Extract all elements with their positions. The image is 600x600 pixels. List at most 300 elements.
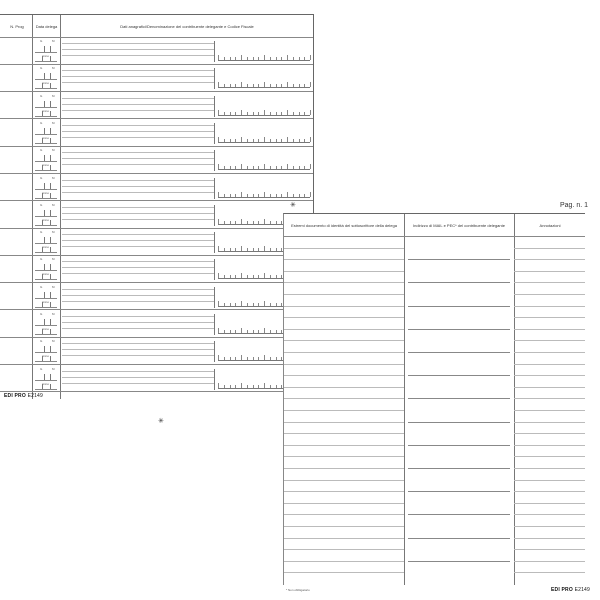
date-field-line [35,107,57,108]
date-label-g: G [40,202,43,207]
header-rule [284,236,585,237]
estremi-row-line [284,445,404,446]
cf-divider [214,123,215,144]
table-row[interactable] [0,283,313,310]
email-field-line[interactable] [408,445,510,446]
date-field-divider [42,247,43,252]
cf-tick [270,166,271,169]
cf-tick [224,112,225,115]
estremi-row-line [284,433,404,434]
cf-tick [247,275,248,278]
annotazioni-row-line [514,259,585,260]
cf-tick [253,275,254,278]
cf-tick [293,84,294,87]
cf-divider [214,150,215,171]
date-field-divider [50,83,51,88]
cf-tick [281,112,282,115]
header-dati-anagrafici: Dati anagrafici/Denominazione del contribuente delegante e Codice Fiscale [120,23,254,29]
cf-tick [247,221,248,224]
cf-tick [299,166,300,169]
date-field-line [35,243,57,244]
table-row[interactable] [0,119,313,146]
table-row[interactable] [0,228,313,255]
cf-tick [241,383,242,388]
cf-tick [235,139,236,142]
cf-tick [247,139,248,142]
cf-tick [235,275,236,278]
estremi-row-line [284,387,404,388]
name-line [62,76,214,77]
date-label-anno: Anno [42,272,50,277]
cf-tick [310,55,311,60]
date-field-line [35,61,57,62]
cf-tick [270,248,271,251]
date-label-m: M [52,202,55,207]
cf-tick [276,166,277,169]
date-label-g: G [40,148,43,153]
cf-tick [224,139,225,142]
date-label-g: G [40,284,43,289]
date-field-line [35,79,57,80]
table-row[interactable] [0,365,313,392]
cf-tick [258,248,259,251]
annotazioni-row-line [514,422,585,423]
cf-tick [241,219,242,224]
codice-fiscale-field [218,87,310,88]
cf-tick [230,112,231,115]
cf-tick [276,303,277,306]
cf-tick [287,55,288,60]
name-line [62,70,214,71]
cf-tick [276,194,277,197]
date-field-divider [50,384,51,389]
cf-tick [276,275,277,278]
estremi-row-line [284,561,404,562]
date-label-m: M [52,93,55,98]
date-label-anno: Anno [42,245,50,250]
cf-tick [287,82,288,87]
cf-tick [276,221,277,224]
name-line [62,207,214,208]
cf-divider [214,232,215,253]
table-row[interactable] [0,174,313,201]
cf-tick [258,57,259,60]
cf-tick [264,137,265,142]
form-code: E2149 [27,393,44,399]
estremi-row-line [284,422,404,423]
email-field-line[interactable] [408,282,510,283]
name-line [62,295,214,296]
cf-tick [230,84,231,87]
cf-tick [270,330,271,333]
annotazioni-row-line [514,317,585,318]
cf-divider [214,341,215,362]
date-field-divider [50,274,51,279]
date-label-g: G [40,66,43,71]
cf-tick [230,194,231,197]
page-number: Pag. n. 1 [560,202,589,209]
estremi-row-line [284,340,404,341]
estremi-row-line [284,364,404,365]
cf-tick [247,84,248,87]
date-field-divider [42,83,43,88]
date-field-divider [44,128,45,134]
cf-tick [218,192,219,197]
date-label-m: M [52,148,55,153]
cf-tick [218,383,219,388]
table-row[interactable] [0,337,313,364]
table-row[interactable] [0,310,313,337]
date-field-divider [50,356,51,361]
annotazioni-row-line [514,526,585,527]
cf-tick [264,273,265,278]
cf-tick [230,275,231,278]
cf-tick [258,303,259,306]
cf-tick [310,192,311,197]
name-line [62,371,214,372]
cf-tick [247,385,248,388]
estremi-row-line [284,294,404,295]
cf-divider [214,68,215,89]
name-line [62,343,214,344]
date-field-divider [44,101,45,107]
name-line [62,104,214,105]
cf-tick [247,112,248,115]
cf-tick [247,330,248,333]
date-label-m: M [52,257,55,262]
date-field-divider [42,220,43,225]
email-field-line[interactable] [408,329,510,330]
cf-tick [253,112,254,115]
date-label-anno: Anno [42,163,50,168]
cf-tick [218,110,219,115]
date-field-divider [42,384,43,389]
name-line [62,131,214,132]
estremi-row-line [284,259,404,260]
date-field-divider [44,374,45,380]
date-label-m: M [52,312,55,316]
date-field-line [35,325,57,326]
date-label-anno: Anno [42,81,50,86]
table-row[interactable] [0,201,313,228]
email-field-line[interactable] [408,375,510,376]
cf-tick [264,110,265,115]
name-line [62,273,214,274]
cf-tick [253,248,254,251]
form-code: E2149 [574,587,591,593]
date-field-divider [42,329,43,334]
cf-tick [258,357,259,360]
date-field-divider [50,302,51,307]
name-line [62,186,214,187]
cf-tick [293,112,294,115]
date-field-divider [50,193,51,198]
email-field-line[interactable] [408,514,510,515]
cf-tick [241,301,242,306]
date-field-divider [44,319,45,325]
annotazioni-row-line [514,387,585,388]
cf-tick [270,194,271,197]
date-label-m: M [52,66,55,71]
cf-tick [224,330,225,333]
date-field-line [35,170,57,171]
date-label-m: M [52,175,55,180]
cf-tick [299,84,300,87]
cf-tick [258,166,259,169]
cf-divider [214,96,215,117]
cf-tick [281,194,282,197]
cf-tick [224,248,225,251]
cf-tick [241,164,242,169]
annotazioni-row-line [514,572,585,573]
annotazioni-row-line [514,456,585,457]
date-field-divider [50,101,51,107]
name-line [62,301,214,302]
cf-tick [241,55,242,60]
cf-tick [224,275,225,278]
date-label-g: G [40,257,43,262]
header-data-delega: Data delega [35,23,58,29]
cf-tick [241,137,242,142]
date-field-divider [50,46,51,52]
cf-tick [253,57,254,60]
email-field-line[interactable] [408,491,510,492]
cf-tick [253,357,254,360]
annotazioni-row-line [514,340,585,341]
name-line [62,164,214,165]
cf-tick [264,383,265,388]
name-line [62,49,214,50]
cf-tick [258,84,259,87]
estremi-row-line [284,329,404,330]
cf-tick [270,112,271,115]
date-field-divider [42,165,43,170]
codice-fiscale-field [218,115,310,116]
cf-tick [224,385,225,388]
cf-tick [264,301,265,306]
cf-tick [235,303,236,306]
date-field-line [35,143,57,144]
cf-tick [218,164,219,169]
name-line [62,110,214,111]
table-row[interactable] [0,37,313,64]
cf-tick [235,221,236,224]
date-field-line [35,225,57,226]
estremi-row-line [284,526,404,527]
date-label-m: M [52,339,55,344]
annotazioni-row-line [514,282,585,283]
annotazioni-row-line [514,248,585,249]
cf-tick [281,57,282,60]
cf-tick [270,303,271,306]
cf-tick [276,139,277,142]
date-field-divider [42,274,43,279]
cf-tick [230,357,231,360]
date-field-line [35,116,57,117]
date-field-line [35,252,57,253]
table-row[interactable] [0,92,313,119]
cf-tick [247,248,248,251]
date-field-line [35,334,57,335]
cf-tick [241,273,242,278]
cf-tick [241,192,242,197]
cf-tick [235,357,236,360]
annotazioni-row-line [514,445,585,446]
date-field-line [35,298,57,299]
cf-tick [253,139,254,142]
date-field-divider [50,264,51,270]
cf-tick [293,57,294,60]
cf-tick [218,55,219,60]
date-field-line [35,134,57,135]
name-line [62,219,214,220]
date-field-line [35,52,57,53]
annotazioni-row-line [514,352,585,353]
email-field-line[interactable] [408,468,510,469]
estremi-row-line [284,456,404,457]
right-brand [551,587,590,593]
cf-tick [293,166,294,169]
name-line [62,328,214,329]
cf-tick [258,275,259,278]
email-field-line[interactable] [408,352,510,353]
cf-tick [299,112,300,115]
cf-tick [230,330,231,333]
date-field-divider [50,237,51,243]
email-field-line[interactable] [408,422,510,423]
cf-tick [276,357,277,360]
date-field-line [35,216,57,217]
date-field-divider [44,346,45,352]
date-field-line [35,361,57,362]
email-field-line[interactable] [408,306,510,307]
cf-tick [258,385,259,388]
header-indirizzo: Indirizzo di MAIL e PEC* del contribuente delegante [413,222,505,228]
email-field-line[interactable] [408,538,510,539]
date-field-divider [50,220,51,225]
brand-logo: EDI PRO [551,587,573,593]
table-row[interactable] [0,64,313,91]
date-field-divider [44,73,45,79]
date-label-anno: Anno [42,135,50,140]
email-field-line[interactable] [408,259,510,260]
name-line [62,137,214,138]
name-line [62,349,214,350]
date-label-g: G [40,39,43,43]
estremi-row-line [284,468,404,469]
date-label-g: G [40,93,43,98]
name-line [62,383,214,384]
cf-tick [304,166,305,169]
email-field-line[interactable] [408,561,510,562]
date-field-divider [50,329,51,334]
date-field-divider [50,183,51,189]
cf-tick [270,139,271,142]
annotazioni-row-line [514,398,585,399]
cf-tick [276,112,277,115]
name-line [62,261,214,262]
cf-tick [270,221,271,224]
table-row[interactable] [0,255,313,282]
cf-tick [253,221,254,224]
date-field-divider [50,247,51,252]
cf-tick [247,303,248,306]
cf-tick [276,330,277,333]
cf-tick [276,248,277,251]
date-label-anno: Anno [42,190,50,195]
name-line [62,125,214,126]
header-estremi: Estremi documento di identità del sottoscrittore della delega [291,222,397,228]
date-label-m: M [52,39,55,43]
date-field-divider [50,56,51,61]
left-form-page [0,14,314,399]
estremi-row-line [284,398,404,399]
cf-tick [281,166,282,169]
cf-tick [264,219,265,224]
cf-tick [270,357,271,360]
footnote: * Non obbligatorio [286,588,310,592]
email-field-line[interactable] [408,398,510,399]
estremi-row-line [284,480,404,481]
cf-tick [281,139,282,142]
date-label-g: G [40,230,43,235]
cf-tick [264,328,265,333]
brand-logo: EDI PRO [4,393,26,399]
date-label-anno: Anno [42,354,50,359]
name-line [62,355,214,356]
cf-tick [258,194,259,197]
annotazioni-row-line [514,271,585,272]
date-field-divider [44,264,45,270]
cf-tick [253,84,254,87]
table-row[interactable] [0,146,313,173]
annotazioni-row-line [514,480,585,481]
name-line [62,240,214,241]
date-label-g: G [40,312,43,316]
cf-tick [247,57,248,60]
cf-tick [270,57,271,60]
date-field-line [35,161,57,162]
cf-tick [287,164,288,169]
cf-tick [224,166,225,169]
column-divider [514,214,515,585]
cf-tick [230,385,231,388]
estremi-row-line [284,282,404,283]
annotazioni-row-line [514,549,585,550]
cf-tick [218,82,219,87]
date-field-divider [42,193,43,198]
cf-tick [218,246,219,251]
date-label-anno: Anno [42,217,50,222]
cf-tick [270,275,271,278]
date-field-divider [44,292,45,298]
cf-tick [241,110,242,115]
date-field-line [35,189,57,190]
annotazioni-row-line [514,503,585,504]
annotazioni-row-line [514,491,585,492]
annotazioni-row-line [514,306,585,307]
cf-tick [224,221,225,224]
cf-tick [276,385,277,388]
cf-divider [214,287,215,308]
annotazioni-row-line [514,375,585,376]
cf-tick [310,137,311,142]
codice-fiscale-field [218,169,310,170]
date-label-anno: Anno [42,327,50,331]
cf-tick [258,221,259,224]
registration-mark-icon: ✳ [290,202,296,209]
estremi-row-line [284,317,404,318]
